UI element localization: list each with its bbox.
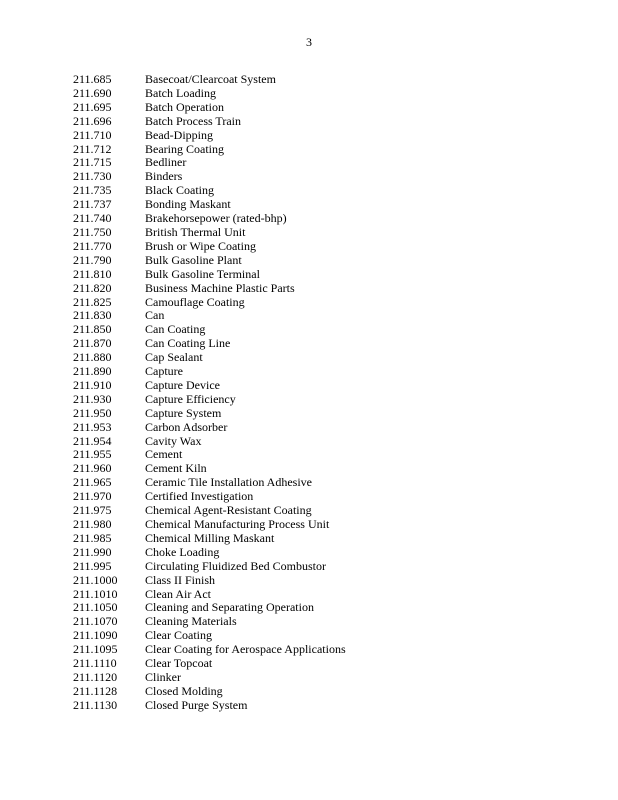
section-number: 211.690 bbox=[73, 85, 112, 100]
list-item bbox=[73, 73, 346, 87]
definition-term: Ceramic Tile Installation Adhesive bbox=[145, 475, 312, 490]
definition-term: Camouflage Coating bbox=[145, 294, 245, 309]
list-item bbox=[73, 309, 346, 323]
list-item bbox=[73, 518, 346, 532]
list-item bbox=[73, 129, 346, 143]
definition-term: Cement Kiln bbox=[145, 461, 207, 476]
definition-term: Chemical Milling Maskant bbox=[145, 530, 275, 545]
list-item bbox=[73, 226, 346, 240]
list-item bbox=[73, 198, 346, 212]
section-number: 211.850 bbox=[73, 322, 112, 337]
list-item bbox=[73, 87, 346, 101]
definition-term: Bead-Dipping bbox=[145, 127, 213, 142]
section-number: 211.970 bbox=[73, 489, 112, 504]
list-item bbox=[73, 365, 346, 379]
section-number: 211.696 bbox=[73, 113, 112, 128]
list-item bbox=[73, 337, 346, 351]
list-item bbox=[73, 671, 346, 685]
section-number: 211.712 bbox=[73, 141, 112, 156]
list-item bbox=[73, 393, 346, 407]
section-number: 211.955 bbox=[73, 447, 112, 462]
section-number: 211.930 bbox=[73, 391, 112, 406]
list-item bbox=[73, 448, 346, 462]
section-number: 211.770 bbox=[73, 238, 112, 253]
list-item bbox=[73, 504, 346, 518]
definition-term: Can Coating Line bbox=[145, 336, 231, 351]
list-item bbox=[73, 296, 346, 310]
section-number: 211.910 bbox=[73, 377, 112, 392]
section-number: 211.954 bbox=[73, 433, 112, 448]
section-number: 211.740 bbox=[73, 211, 112, 226]
definition-term: Capture Device bbox=[145, 377, 220, 392]
list-item bbox=[73, 643, 346, 657]
definition-term: Closed Purge System bbox=[145, 697, 248, 712]
definition-term: Cleaning Materials bbox=[145, 614, 237, 629]
definition-term: Capture System bbox=[145, 405, 222, 420]
section-number: 211.950 bbox=[73, 405, 112, 420]
section-number: 211.737 bbox=[73, 197, 112, 212]
definition-term: Bonding Maskant bbox=[145, 197, 231, 212]
section-number: 211.1070 bbox=[73, 614, 118, 629]
definition-term: Chemical Manufacturing Process Unit bbox=[145, 517, 330, 531]
section-number: 211.890 bbox=[73, 364, 112, 379]
section-number: 211.870 bbox=[73, 336, 112, 351]
section-number: 211.830 bbox=[73, 308, 112, 323]
list-item bbox=[73, 282, 346, 296]
section-number: 211.1128 bbox=[73, 683, 118, 698]
section-number: 211.685 bbox=[73, 72, 112, 86]
definitions-list bbox=[73, 73, 346, 713]
list-item bbox=[73, 657, 346, 671]
definition-term: Can Coating bbox=[145, 322, 206, 337]
list-item bbox=[73, 143, 346, 157]
definition-term: Cement bbox=[145, 447, 183, 462]
list-item bbox=[73, 546, 346, 560]
section-number: 211.710 bbox=[73, 127, 112, 142]
section-number: 211.990 bbox=[73, 544, 112, 559]
definition-term: Chemical Agent-Resistant Coating bbox=[145, 503, 312, 518]
definition-term: Clear Coating for Aerospace Applications bbox=[145, 642, 346, 657]
definition-term: Clean Air Act bbox=[145, 586, 211, 601]
section-number: 211.810 bbox=[73, 266, 112, 281]
list-item bbox=[73, 407, 346, 421]
definition-term: Carbon Adsorber bbox=[145, 419, 228, 434]
definition-term: Batch Loading bbox=[145, 85, 216, 100]
section-number: 211.1110 bbox=[73, 656, 117, 671]
definition-term: Basecoat/Clearcoat System bbox=[145, 72, 276, 86]
list-item bbox=[73, 212, 346, 226]
page-number: 3 bbox=[306, 35, 312, 49]
section-number: 211.1090 bbox=[73, 628, 118, 643]
section-number: 211.695 bbox=[73, 99, 112, 114]
definition-term: Clear Coating bbox=[145, 628, 212, 643]
definition-term: Clinker bbox=[145, 669, 181, 684]
definition-term: Certified Investigation bbox=[145, 489, 254, 504]
list-item bbox=[73, 351, 346, 365]
list-item bbox=[73, 560, 346, 574]
definition-term: Bearing Coating bbox=[145, 141, 224, 156]
definition-term: Bedliner bbox=[145, 155, 187, 170]
list-item bbox=[73, 532, 346, 546]
section-number: 211.730 bbox=[73, 169, 112, 184]
list-item bbox=[73, 254, 346, 268]
section-number: 211.1010 bbox=[73, 586, 118, 601]
list-item bbox=[73, 685, 346, 699]
section-number: 211.715 bbox=[73, 155, 112, 170]
definition-term: Class II Finish bbox=[145, 572, 216, 587]
list-item bbox=[73, 629, 346, 643]
list-item bbox=[73, 435, 346, 449]
section-number: 211.820 bbox=[73, 280, 112, 295]
list-item bbox=[73, 323, 346, 337]
list-item bbox=[73, 170, 346, 184]
section-number: 211.980 bbox=[73, 517, 112, 531]
list-item bbox=[73, 462, 346, 476]
list-item bbox=[73, 476, 346, 490]
section-number: 211.975 bbox=[73, 503, 112, 518]
list-item bbox=[73, 184, 346, 198]
list-item bbox=[73, 268, 346, 282]
section-number: 211.953 bbox=[73, 419, 112, 434]
section-number: 211.965 bbox=[73, 475, 112, 490]
definition-term: Capture Efficiency bbox=[145, 391, 236, 406]
section-number: 211.1095 bbox=[73, 642, 118, 657]
list-item bbox=[73, 601, 346, 615]
section-number: 211.1050 bbox=[73, 600, 118, 615]
definition-term: Cleaning and Separating Operation bbox=[145, 600, 314, 615]
definition-term: Brakehorsepower (rated-bhp) bbox=[145, 211, 287, 226]
section-number: 211.750 bbox=[73, 224, 112, 239]
definition-term: Batch Process Train bbox=[145, 113, 241, 128]
section-number: 211.825 bbox=[73, 294, 112, 309]
list-item bbox=[73, 588, 346, 602]
list-item bbox=[73, 115, 346, 129]
section-number: 211.1000 bbox=[73, 572, 118, 587]
definition-term: Choke Loading bbox=[145, 544, 220, 559]
list-item bbox=[73, 615, 346, 629]
definition-term: Cavity Wax bbox=[145, 433, 202, 448]
list-item bbox=[73, 699, 346, 713]
definition-term: Business Machine Plastic Parts bbox=[145, 280, 295, 295]
definition-term: Black Coating bbox=[145, 183, 214, 198]
section-number: 211.1130 bbox=[73, 697, 118, 712]
section-number: 211.1120 bbox=[73, 669, 118, 684]
definition-term: Circulating Fluidized Bed Combustor bbox=[145, 558, 326, 573]
list-item bbox=[73, 101, 346, 115]
definition-term: Bulk Gasoline Terminal bbox=[145, 266, 260, 281]
section-number: 211.735 bbox=[73, 183, 112, 198]
definition-term: Batch Operation bbox=[145, 99, 224, 114]
list-item bbox=[73, 156, 346, 170]
list-item bbox=[73, 490, 346, 504]
section-number: 211.995 bbox=[73, 558, 112, 573]
list-item bbox=[73, 240, 346, 254]
definition-term: Cap Sealant bbox=[145, 350, 203, 365]
section-number: 211.960 bbox=[73, 461, 112, 476]
definition-term: British Thermal Unit bbox=[145, 224, 246, 239]
definition-term: Binders bbox=[145, 169, 183, 184]
definition-term: Capture bbox=[145, 364, 183, 379]
section-number: 211.880 bbox=[73, 350, 112, 365]
definition-term: Bulk Gasoline Plant bbox=[145, 252, 242, 267]
definition-term: Brush or Wipe Coating bbox=[145, 238, 256, 253]
definition-term: Can bbox=[145, 308, 165, 323]
definition-term: Clear Topcoat bbox=[145, 656, 213, 671]
section-number: 211.985 bbox=[73, 530, 112, 545]
section-number: 211.790 bbox=[73, 252, 112, 267]
list-item bbox=[73, 574, 346, 588]
definition-term: Closed Molding bbox=[145, 683, 223, 698]
list-item bbox=[73, 379, 346, 393]
list-item bbox=[73, 421, 346, 435]
